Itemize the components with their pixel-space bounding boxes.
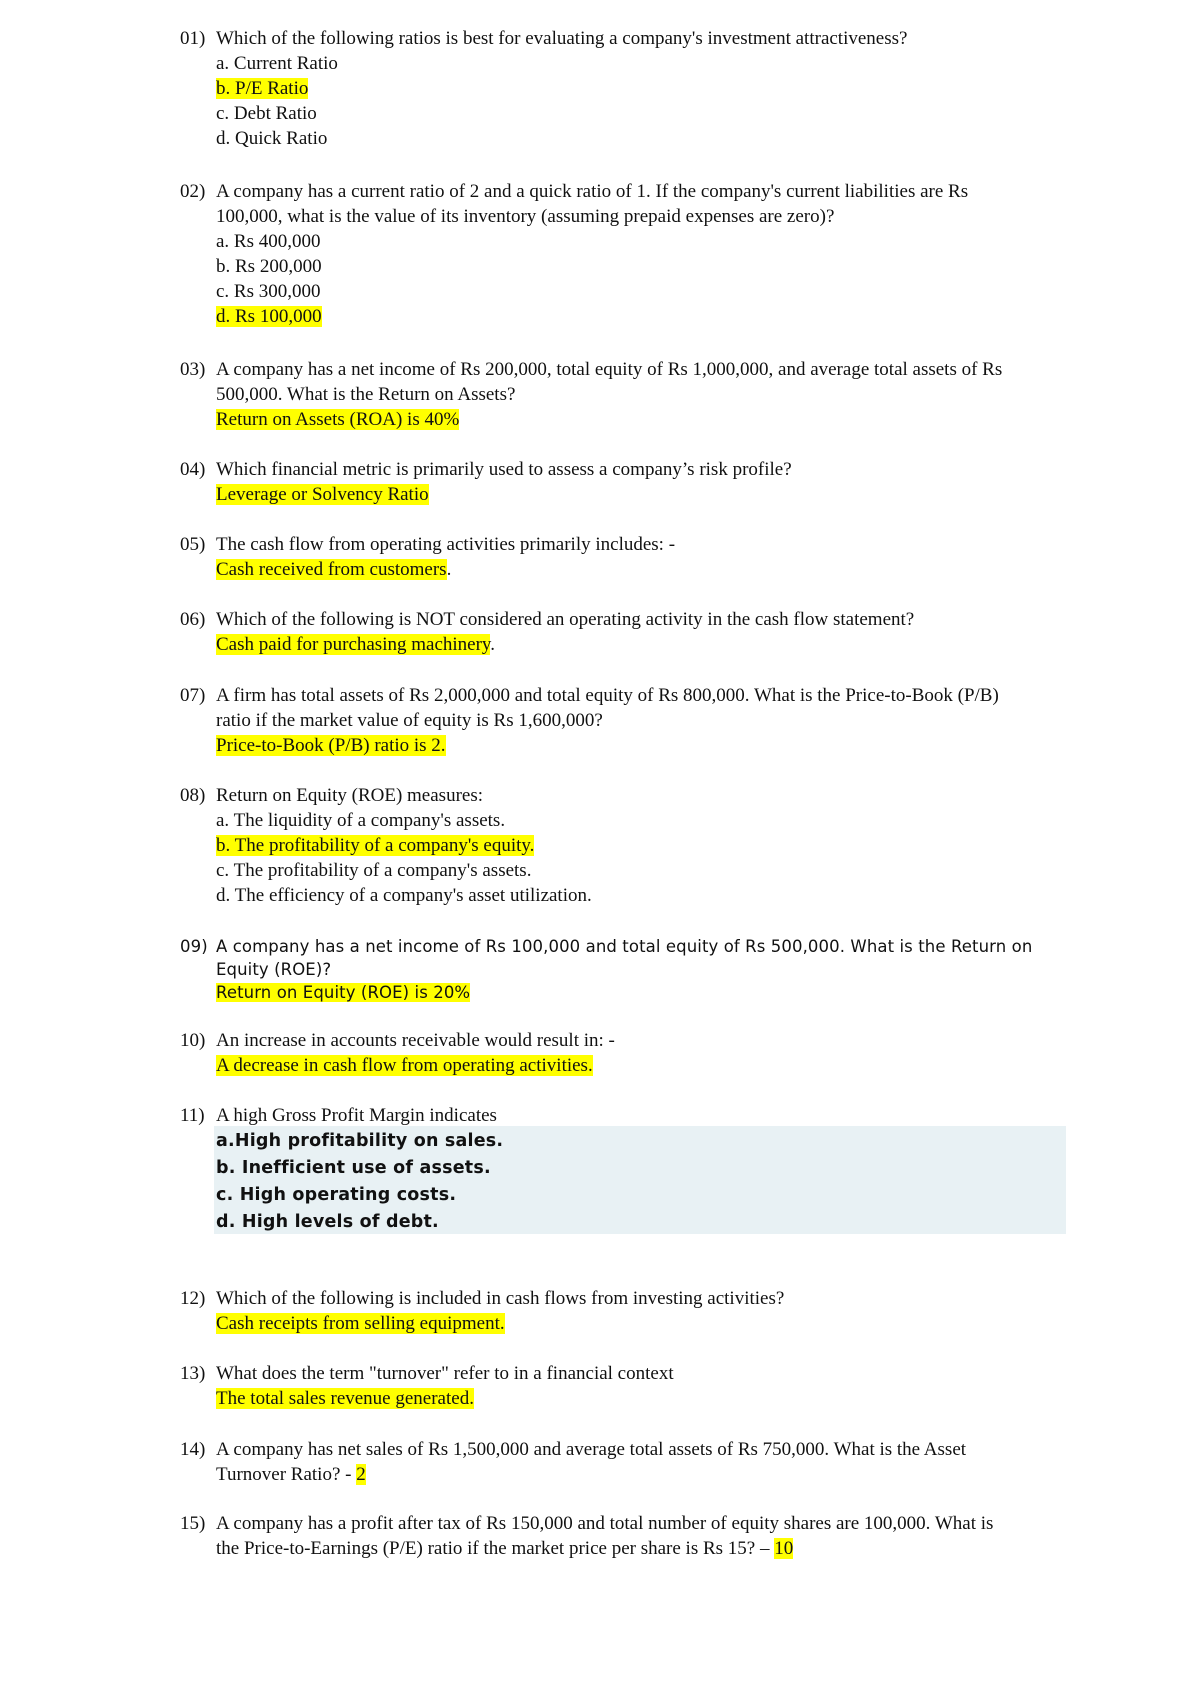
question-number: 13) <box>180 1363 206 1384</box>
question-02 <box>180 179 1080 329</box>
question-text: A firm has total assets of Rs 2,000,000 and total equity of Rs 800,000. What is the Price-to-Book (P/B) <box>216 685 999 706</box>
answer: Leverage or Solvency Ratio <box>216 484 429 505</box>
option-a: a. Rs 400,000 <box>216 231 321 252</box>
question-number: 15) <box>180 1513 206 1534</box>
option-d-answer: d. Rs 100,000 <box>216 306 322 327</box>
question-number: 12) <box>180 1288 206 1309</box>
question-number: 09) <box>180 937 208 956</box>
answer: Return on Equity (ROE) is 20% <box>216 983 471 1002</box>
answer: 10 <box>774 1538 794 1559</box>
option-a: a.High profitability on sales. <box>216 1131 504 1151</box>
question-13 <box>180 1361 1080 1411</box>
question-text: An increase in accounts receivable would result in: - <box>216 1030 615 1051</box>
answer: Return on Assets (ROA) is 40% <box>216 409 460 430</box>
question-text: Which of the following is included in cash flows from investing activities? <box>216 1288 785 1309</box>
answer: Cash receipts from selling equipment. <box>216 1313 505 1334</box>
question-text: A company has a profit after tax of Rs 150,000 and total number of equity shares are 100,000. What is <box>216 1513 994 1534</box>
option-c: c. The profitability of a company's assets. <box>216 860 532 881</box>
question-01 <box>180 26 1080 151</box>
answer: Cash received from customers. <box>216 559 452 580</box>
question-number: 07) <box>180 685 206 706</box>
question-05 <box>180 532 1080 582</box>
question-number: 03) <box>180 359 206 380</box>
question-11 <box>180 1103 1080 1236</box>
question-number: 10) <box>180 1030 206 1051</box>
answer: 2 <box>356 1464 366 1485</box>
option-c: c. Rs 300,000 <box>216 281 321 302</box>
question-text: 500,000. What is the Return on Assets? <box>216 384 516 405</box>
answer: The total sales revenue generated. <box>216 1388 474 1409</box>
question-12 <box>180 1286 1080 1336</box>
option-c: c. Debt Ratio <box>216 103 317 124</box>
question-number: 06) <box>180 609 206 630</box>
question-10 <box>180 1028 1080 1078</box>
question-07 <box>180 683 1080 758</box>
question-number: 05) <box>180 534 206 555</box>
question-text: Equity (ROE)? <box>216 960 332 979</box>
question-text: The cash flow from operating activities primarily includes: - <box>216 534 676 555</box>
question-03 <box>180 357 1080 432</box>
question-text-with-answer: Turnover Ratio? - 2 <box>216 1464 366 1485</box>
question-text: Which of the following ratios is best for evaluating a company's investment attractiveness? <box>216 28 908 49</box>
question-15 <box>180 1511 1080 1561</box>
question-text: Return on Equity (ROE) measures: <box>216 785 484 806</box>
question-text: What does the term "turnover" refer to in a financial context <box>216 1363 674 1384</box>
question-text: A company has a net income of Rs 100,000 and total equity of Rs 500,000. What is the Return on <box>216 937 1033 956</box>
option-b-answer: b. The profitability of a company's equity. <box>216 835 535 856</box>
option-b-answer: b. P/E Ratio <box>216 78 309 99</box>
question-number: 08) <box>180 785 206 806</box>
option-d: d. Quick Ratio <box>216 128 328 149</box>
option-d: d. The efficiency of a company's asset utilization. <box>216 885 592 906</box>
question-number: 01) <box>180 28 206 49</box>
question-04 <box>180 457 1080 507</box>
answer: A decrease in cash flow from operating activities. <box>216 1055 593 1076</box>
question-text: 100,000, what is the value of its inventory (assuming prepaid expenses are zero)? <box>216 206 835 227</box>
option-d: d. High levels of debt. <box>216 1212 439 1232</box>
option-b: b. Inefficient use of assets. <box>216 1158 491 1178</box>
answer: Price-to-Book (P/B) ratio is 2. <box>216 735 446 756</box>
question-14 <box>180 1437 1080 1487</box>
answer: Cash paid for purchasing machinery. <box>216 634 495 655</box>
question-text: A company has a current ratio of 2 and a quick ratio of 1. If the company's current liabilities are Rs <box>216 181 969 202</box>
question-06 <box>180 607 1080 657</box>
question-text: A company has a net income of Rs 200,000, total equity of Rs 1,000,000, and average total assets of Rs <box>216 359 1003 380</box>
question-09 <box>180 935 1080 1004</box>
option-a: a. Current Ratio <box>216 53 338 74</box>
question-text: A company has net sales of Rs 1,500,000 and average total assets of Rs 750,000. What is the Asset <box>216 1439 967 1460</box>
option-a: a. The liquidity of a company's assets. <box>216 810 506 831</box>
question-08 <box>180 783 1080 908</box>
question-number: 04) <box>180 459 206 480</box>
question-number: 14) <box>180 1439 206 1460</box>
option-c: c. High operating costs. <box>216 1185 457 1205</box>
question-number: 02) <box>180 181 206 202</box>
question-text: Which financial metric is primarily used to assess a company’s risk profile? <box>216 459 792 480</box>
question-text: ratio if the market value of equity is Rs 1,600,000? <box>216 710 603 731</box>
question-text: A high Gross Profit Margin indicates <box>216 1105 497 1126</box>
option-b: b. Rs 200,000 <box>216 256 322 277</box>
question-text-with-answer: the Price-to-Earnings (P/E) ratio if the market price per share is Rs 15? – 10 <box>216 1538 794 1559</box>
question-text: Which of the following is NOT considered an operating activity in the cash flow statement? <box>216 609 915 630</box>
question-number: 11) <box>180 1105 205 1126</box>
